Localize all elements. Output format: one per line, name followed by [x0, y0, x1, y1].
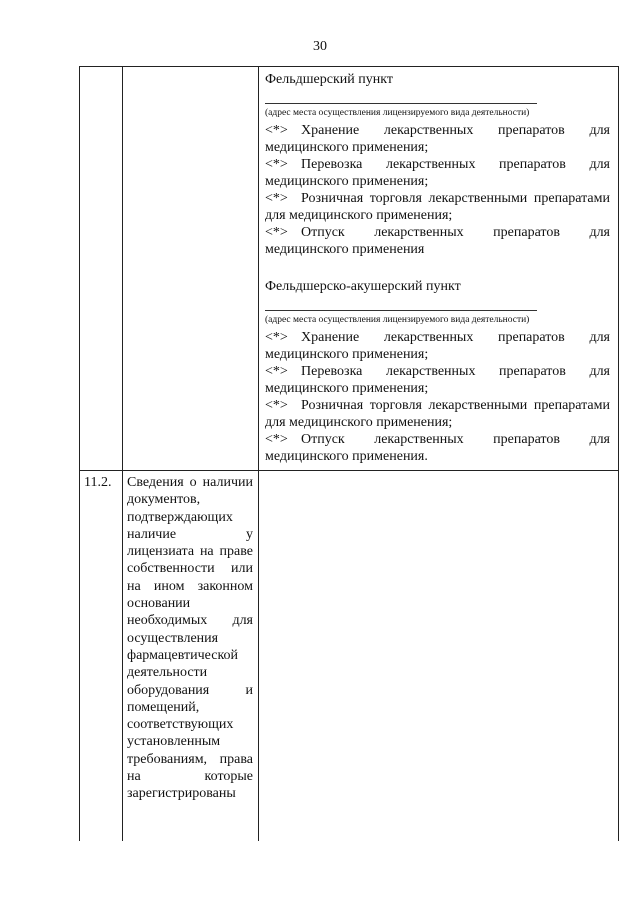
- section-feldsher-point: [265, 71, 610, 258]
- item-text: Розничная торговля лекарственными препаратами для медицинского применения;: [265, 191, 610, 223]
- address-blank-line: [265, 103, 537, 104]
- item-mark: <*>: [265, 225, 288, 240]
- item-text: Хранение лекарственных препаратов для медицинского применения;: [265, 330, 610, 362]
- row-number: 11.2.: [84, 475, 112, 490]
- activity-item: [265, 397, 610, 431]
- address-blank-line: [265, 310, 537, 311]
- column-divider: [258, 67, 259, 841]
- item-text: Розничная торговля лекарственными препаратами для медицинского применения;: [265, 398, 610, 430]
- item-text: Хранение лекарственных препаратов для медицинского применения;: [265, 123, 610, 155]
- item-mark: <*>: [265, 330, 288, 345]
- locations-cell: [265, 71, 610, 465]
- address-caption: (адрес места осуществления лицензируемого вида деятельности): [265, 315, 530, 325]
- activity-item: [265, 156, 610, 190]
- item-mark: <*>: [265, 432, 288, 447]
- item-text: Отпуск лекарственных препаратов для медицинского применения.: [265, 432, 610, 464]
- activity-item: [265, 190, 610, 224]
- item-text: Перевозка лекарственных препаратов для медицинского применения;: [265, 364, 610, 396]
- item-mark: <*>: [265, 123, 288, 138]
- row-divider: [80, 470, 618, 471]
- item-text: Перевозка лекарственных препаратов для медицинского применения;: [265, 157, 610, 189]
- section-title: Фельдшерско-акушерский пункт: [265, 279, 461, 294]
- section-title: Фельдшерский пункт: [265, 72, 393, 87]
- item-mark: <*>: [265, 157, 288, 172]
- item-mark: <*>: [265, 398, 288, 413]
- item-text: Отпуск лекарственных препаратов для медицинского применения: [265, 225, 610, 257]
- activity-item: [265, 329, 610, 363]
- address-caption: (адрес места осуществления лицензируемого вида деятельности): [265, 108, 530, 118]
- row-description: Сведения о наличии документов, подтверждающих наличие у лицензиата на праве собственности или на ином законном основании необходимых для осуществления фармацевтической деятельности оборудования и помещений, соответствующих установленным требованиям, права на которые зарегистрированы: [127, 475, 253, 802]
- activity-item: [265, 363, 610, 397]
- column-divider: [122, 67, 123, 841]
- section-feldsher-obstetric-point: [265, 278, 610, 465]
- item-mark: <*>: [265, 191, 288, 206]
- activity-item: [265, 122, 610, 156]
- activity-item: [265, 431, 610, 465]
- activity-item: [265, 224, 610, 258]
- item-mark: <*>: [265, 364, 288, 379]
- page-number: 30: [313, 39, 327, 54]
